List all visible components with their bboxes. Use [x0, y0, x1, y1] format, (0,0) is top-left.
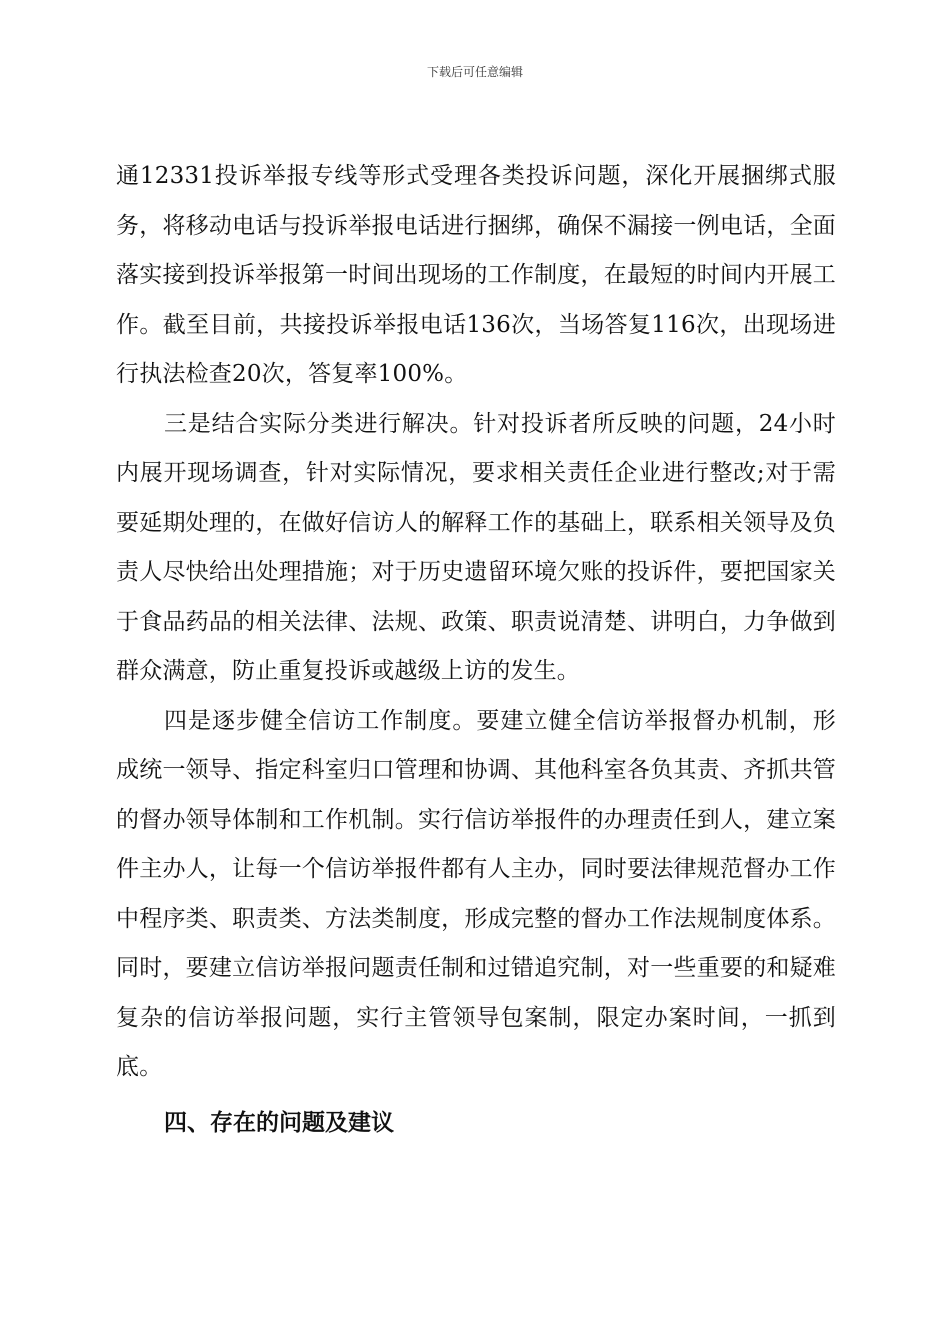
paragraph-petition-system: 四是逐步健全信访工作制度。要建立健全信访举报督办机制，形成统一领导、指定科室归口管理和协调、其他科室各负其责、齐抓共管的督办领导体制和工作机制。实行信访举报件的办理责任到人，建立案件主办人，让每一个信访举报件都有人主办，同时要法律规范督办工作中程序类、职责类、方法类制度，形成完整的督办工作法规制度体系。同时，要建立信访举报问题责任制和过错追究制，对一些重要的和疑难复杂的信访举报问题，实行主管领导包案制，限定办案时间，一抓到底。 — [116, 707, 836, 1080]
section-heading-problems-suggestions: 四、存在的问题及建议 — [164, 1109, 394, 1136]
paragraph-complaint-handling: 通12331投诉举报专线等形式受理各类投诉问题，深化开展捆绑式服务，将移动电话与投诉举报电话进行捆绑，确保不漏接一例电话，全面落实接到投诉举报第一时间出现场的工作制度，在最短的时间内开展工作。截至目前，共接投诉举报电话136次，当场答复116次，出现场进行执法检查20次，答复率100%。 — [116, 163, 836, 387]
paragraph-classified-resolution: 三是结合实际分类进行解决。针对投诉者所反映的问题，24小时内展开现场调查，针对实际情况，要求相关责任企业进行整改;对于需要延期处理的，在做好信访人的解释工作的基础上，联系相关领导及负责人尽快给出处理措施；对于历史遗留环境欠账的投诉件，要把国家关于食品药品的相关法律、法规、政策、职责说清楚、讲明白，力争做到群众满意，防止重复投诉或越级上访的发生。 — [116, 410, 836, 684]
document-body — [116, 152, 836, 1153]
header-note: 下载后可任意编辑 — [426, 65, 523, 79]
